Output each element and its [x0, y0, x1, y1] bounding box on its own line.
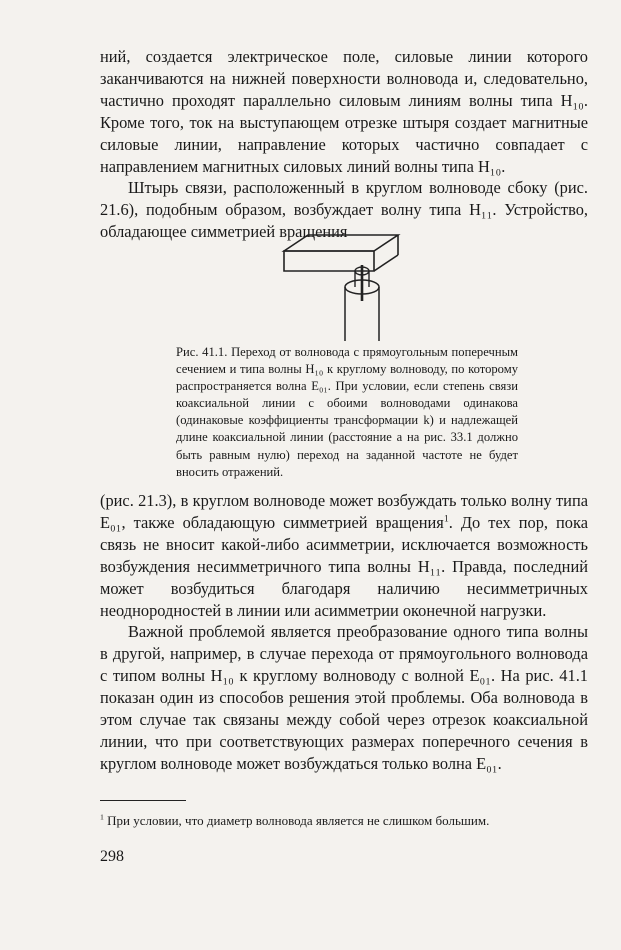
footnote [100, 812, 588, 830]
footnote-text: При условии, что диаметр волновода является не слишком большим. [107, 813, 490, 828]
paragraph-symmetry [100, 490, 588, 621]
paragraph-symmetry-end: . До тех пор, пока связь не вносит какой-либо асимметрии, исключается возможность возбуждения несимметричного типа волны H₁₁. Правда, последний может возбудиться благодаря наличию несимметричных неоднородностей в линии или асимметрии оконечной нагрузки. [100, 512, 588, 620]
text-block-top [100, 46, 588, 243]
paragraph-symmetry-start: (рис. 21.3), в круглом волноводе может возбуждать только волну типа E₀₁, также обладающую симметрией вращения [100, 491, 588, 532]
paragraph-continuation: ний, создается электрическое поле, силовые линии которого заканчиваются на нижней поверхности волновода и, следовательно, частично проходят параллельно силовым линиям волны типа H₁₀. Кроме того, ток на выступающем отрезке штыря создает магнитные силовые линии, направление которых частично совпадает с направлением магнитных силовых линий волны типа H₁₀. [100, 47, 588, 176]
footnote-divider [100, 800, 186, 801]
figure-caption: Рис. 41.1. Переход от волновода с прямоугольным поперечным сечением и типа волны H₁₀ к круглому волноводу, по которому распространяется волна E₀₁. При условии, если степень связи коаксиальной линии с обоими волноводами одинакова (одинаковые коэффициенты трансформации k) и надлежащей длине коаксиальной линии (расстояние a на рис. 33.1 должно быть равным нулю) переход на заданной частоте не будет вносить отражений. [176, 345, 518, 479]
page-number: 298 [100, 848, 124, 865]
waveguide-transition-figure [270, 225, 410, 343]
paragraph-coupling-pin: Штырь связи, расположенный в круглом волноводе сбоку (рис. 21.6), подобным образом, возбуждает волну типа H₁₁. Устройство, обладающее симметрией вращения [100, 178, 588, 242]
paragraph-conversion: Важной проблемой является преобразование одного типа волны в другой, например, в случае перехода от прямоугольного волновода с типом волны H₁₀ к круглому волноводу с волной E₀₁. На рис. 41.1 показан один из способов решения этой проблемы. Оба волновода в этом случае так связаны между собой через отрезок коаксиальной линии, что при соответствующих размерах поперечного сечения в круглом волноводе может возбуждаться только волна E₀₁. [100, 622, 588, 773]
text-block-bottom [100, 490, 588, 775]
footnote-reference: 1 [443, 513, 449, 525]
footnote-mark: 1 [100, 812, 104, 822]
